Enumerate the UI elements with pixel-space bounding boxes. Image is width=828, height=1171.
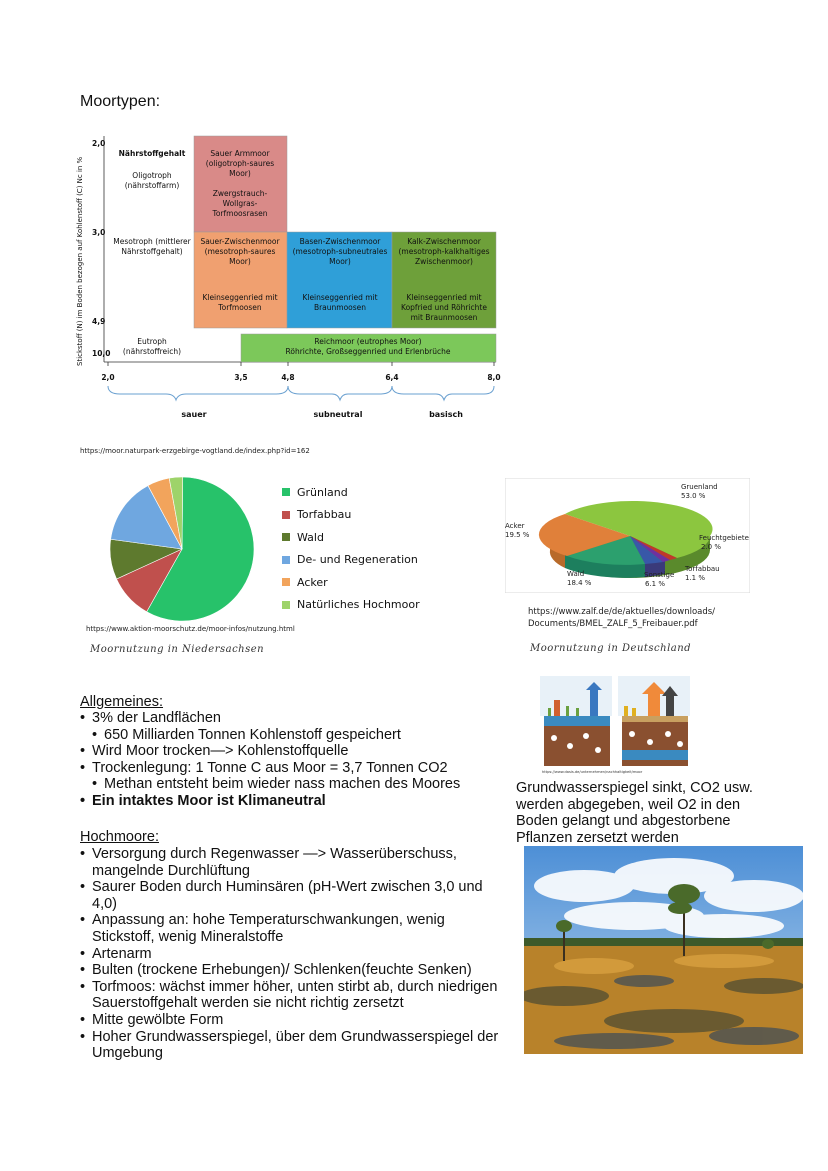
- text-basen-zwischenmoor-veg-line-2: Braunmoosen: [313, 303, 367, 312]
- text-basen-zwischenmoor-line-3: Moor): [329, 257, 351, 266]
- label-torfabbau: Torfabbau: [685, 565, 720, 573]
- value-torfabbau: 1.1 %: [685, 574, 706, 582]
- label-gruenland: Gruenland: [681, 483, 718, 491]
- text-sauer-armmoor-line-2: (oligotroph-saures: [205, 159, 275, 168]
- label-sonstige: Sonstige: [644, 571, 675, 579]
- list-item: • Ein intaktes Moor ist Klimaneutral: [80, 793, 510, 810]
- water-layer-right: [622, 750, 688, 760]
- value-acker: 19.5 %: [505, 531, 530, 539]
- x-group-basisch: basisch: [429, 410, 463, 419]
- label-wald: Wald: [567, 570, 585, 578]
- source-url-deutschland[interactable]: [528, 606, 715, 630]
- legend-swatch: [282, 556, 290, 564]
- x-tick: 6,4: [385, 373, 399, 382]
- pie-chart-deutschland: [505, 478, 750, 593]
- row-label-mesotroph-line-2: Nährstoffgehalt): [121, 247, 183, 256]
- list-item: • Artenarm: [80, 946, 510, 963]
- label-feuchtgebiete: Feuchtgebiete: [699, 534, 749, 542]
- text-sauer-armmoor-line-5: Zwergstrauch-: [212, 189, 268, 198]
- text-sauer-armmoor-line-7: Torfmoosrasen: [212, 209, 268, 218]
- water-layer-left: [544, 716, 610, 726]
- list-item: • Bulten (trockene Erhebungen)/ Schlenken(feuchte Senken): [80, 962, 510, 979]
- legend-swatch: [282, 601, 290, 609]
- row-label-oligotroph-line-1: Oligotroph: [132, 171, 172, 180]
- value-gruenland: 53.0 %: [681, 492, 706, 500]
- allgemeines-title: Allgemeines:: [80, 694, 164, 710]
- text-kalk-zwischenmoor-line-3: Zwischenmoor): [414, 257, 474, 266]
- list-item: • Hoher Grundwasserspiegel, über dem Grundwasserspiegel der Umgebung: [80, 1029, 510, 1062]
- caption-niedersachsen: Moornutzung in Niedersachsen: [90, 644, 265, 655]
- legend-item: [282, 549, 420, 572]
- text-sauer-armmoor-line-6: Wollgras-: [222, 199, 258, 208]
- legend-item: [282, 504, 420, 527]
- page-title: Moortypen:: [80, 93, 161, 110]
- source-url-niedersachsen[interactable]: https://www.aktion-moorschutz.de/moor-infos/nutzung.html: [86, 625, 295, 633]
- pie-legend-niedersachsen: [282, 481, 420, 616]
- text-reichmoor-line-2: Röhrichte, Großseggenried und Erlenbrüche: [285, 347, 451, 356]
- text-kalk-zwischenmoor-veg-line-3: mit Braunmoosen: [410, 313, 478, 322]
- list-item: • Mitte gewölbte Form: [80, 1012, 510, 1029]
- y-tick: 4,9: [92, 317, 106, 326]
- arrow-o2-right: [666, 696, 674, 716]
- legend-swatch: [282, 488, 290, 496]
- text-sauer-zwischenmoor-line-2: (mesotroph-saures: [204, 247, 276, 256]
- value-wald: 18.4 %: [567, 579, 592, 587]
- arrow-o2-left: [590, 690, 598, 716]
- row-label-mesotroph-line-1: Mesotroph (mittlerer: [113, 237, 191, 246]
- legend-item: [282, 481, 420, 504]
- y-tick: 10,0: [92, 349, 111, 358]
- text-sauer-armmoor-line-1: Sauer Armmoor: [210, 149, 270, 158]
- list-item: • Methan entsteht beim wieder nass machen des Moores: [80, 776, 510, 793]
- list-item: • Saurer Boden durch Huminsären (pH-Wert zwischen 3,0 und 4,0): [80, 879, 510, 912]
- list-item: • Trockenlegung: 1 Tonne C aus Moor = 3,7 Tonnen CO2: [80, 760, 510, 777]
- label-acker: Acker: [505, 522, 525, 530]
- source-url-moortypen[interactable]: https://moor.naturpark-erzgebirge-vogtland.de/index.php?id=162: [80, 447, 310, 455]
- legend-label: Natürliches Hochmoor: [297, 598, 420, 612]
- list-item: • Anpassung an: hohe Temperaturschwankungen, wenig Stickstoff, wenig Mineralstoffe: [80, 912, 510, 945]
- side-note-line-2: werden abgegeben, weil O2 in den: [516, 796, 741, 813]
- side-note-line-1: Grundwasserspiegel sinkt, CO2 usw.: [516, 780, 753, 796]
- row-label-eutroph-line-2: (nährstoffreich): [122, 347, 182, 356]
- hochmoore-title: Hochmoore:: [80, 829, 159, 845]
- legend-label: Torfabbau: [297, 508, 352, 522]
- text-sauer-zwischenmoor-veg-line-2: Torfmoosen: [218, 303, 262, 312]
- legend-item: [282, 594, 420, 617]
- list-item: • 650 Milliarden Tonnen Kohlenstoff gespeichert: [80, 727, 510, 744]
- x-tick: 8,0: [487, 373, 501, 382]
- text-basen-zwischenmoor-veg-line-1: Kleinseggenried mit: [302, 293, 378, 302]
- list-item: • Versorgung durch Regenwasser —> Wasserüberschuss, mangelnde Durchlüftung: [80, 846, 510, 879]
- moor-type-chart: [70, 128, 510, 423]
- text-kalk-zwischenmoor-veg-line-2: Kopfried und Röhrichte: [401, 303, 487, 312]
- text-basen-zwischenmoor-line-2: (mesotroph-subneutrales: [292, 247, 388, 256]
- source-url-deutschland-line-2[interactable]: Documents/BMEL_ZALF_5_Freibauer.pdf: [528, 619, 698, 629]
- side-note-line-3: Boden gelangt und abgestorbene: [516, 813, 731, 830]
- diagram-source-url[interactable]: https://www.dasis.de/unternehmen/nachhaltigkeit/moor: [542, 770, 643, 774]
- x-tick: 2,0: [101, 373, 115, 382]
- value-sonstige: 6.1 %: [645, 580, 666, 588]
- legend-label: Grünland: [297, 485, 348, 499]
- hochmoore-list: [80, 846, 510, 1062]
- x-group-subneutral: subneutral: [313, 410, 363, 419]
- text-sauer-armmoor-line-3: Moor): [229, 169, 251, 178]
- legend-label: Acker: [297, 575, 328, 589]
- caption-deutschland: Moornutzung in Deutschland: [530, 643, 692, 654]
- legend-label: De- und Regeneration: [297, 553, 418, 567]
- text-sauer-zwischenmoor-veg-line-1: Kleinseggenried mit: [202, 293, 278, 302]
- legend-swatch: [282, 578, 290, 586]
- row-label-eutroph-line-1: Eutroph: [137, 337, 167, 346]
- legend-item: [282, 526, 420, 549]
- legend-swatch: [282, 511, 290, 519]
- moor-drainage-diagram: [540, 676, 690, 774]
- text-kalk-zwischenmoor-line-1: Kalk-Zwischenmoor: [407, 237, 481, 246]
- side-note: [516, 780, 753, 846]
- x-tick: 3,5: [234, 373, 248, 382]
- text-sauer-zwischenmoor-line-1: Sauer-Zwischenmoor: [200, 237, 280, 246]
- list-item: • Wird Moor trocken—> Kohlenstoffquelle: [80, 743, 510, 760]
- text-kalk-zwischenmoor-line-2: (mesotroph-kalkhaltiges: [398, 247, 490, 256]
- soil-layer-left: [544, 726, 610, 766]
- hochmoor-photo: [524, 846, 803, 1054]
- text-sauer-zwischenmoor-line-3: Moor): [229, 257, 251, 266]
- text-reichmoor-line-1: Reichmoor (eutrophes Moor): [314, 337, 422, 346]
- legend-label: Wald: [297, 530, 324, 544]
- y-tick: 3,0: [92, 228, 106, 237]
- list-item: • 3% der Landflächen: [80, 710, 510, 727]
- x-group-sauer: sauer: [181, 410, 207, 419]
- x-tick: 4,8: [281, 373, 295, 382]
- y-axis-label: Stickstoff (N) im Boden bezogen auf Kohlenstoff (C) Nc in %: [76, 156, 84, 366]
- pie-chart-niedersachsen: [108, 473, 258, 625]
- legend-item: [282, 571, 420, 594]
- heading-naehrstoffgehalt: Nährstoffgehalt: [118, 149, 186, 158]
- y-tick: 2,0: [92, 139, 106, 148]
- allgemeines-list: [80, 710, 510, 810]
- arrow-co2-right: [648, 692, 660, 716]
- legend-swatch: [282, 533, 290, 541]
- value-feuchtgebiete: 2.0 %: [701, 543, 722, 551]
- text-kalk-zwischenmoor-veg-line-1: Kleinseggenried mit: [406, 293, 482, 302]
- source-url-deutschland-line-1[interactable]: https://www.zalf.de/de/aktuelles/downloads/: [528, 607, 716, 617]
- text-basen-zwischenmoor-line-1: Basen-Zwischenmoor: [299, 237, 381, 246]
- list-item: • Torfmoos: wächst immer höher, unten stirbt ab, durch niedrigen Sauerstoffgehalt werden sie nicht richtig zersetzt: [80, 979, 510, 1012]
- row-label-oligotroph-line-2: (nährstoffarm): [124, 181, 180, 190]
- side-note-line-4: Pflanzen zersetzt werden: [516, 829, 679, 846]
